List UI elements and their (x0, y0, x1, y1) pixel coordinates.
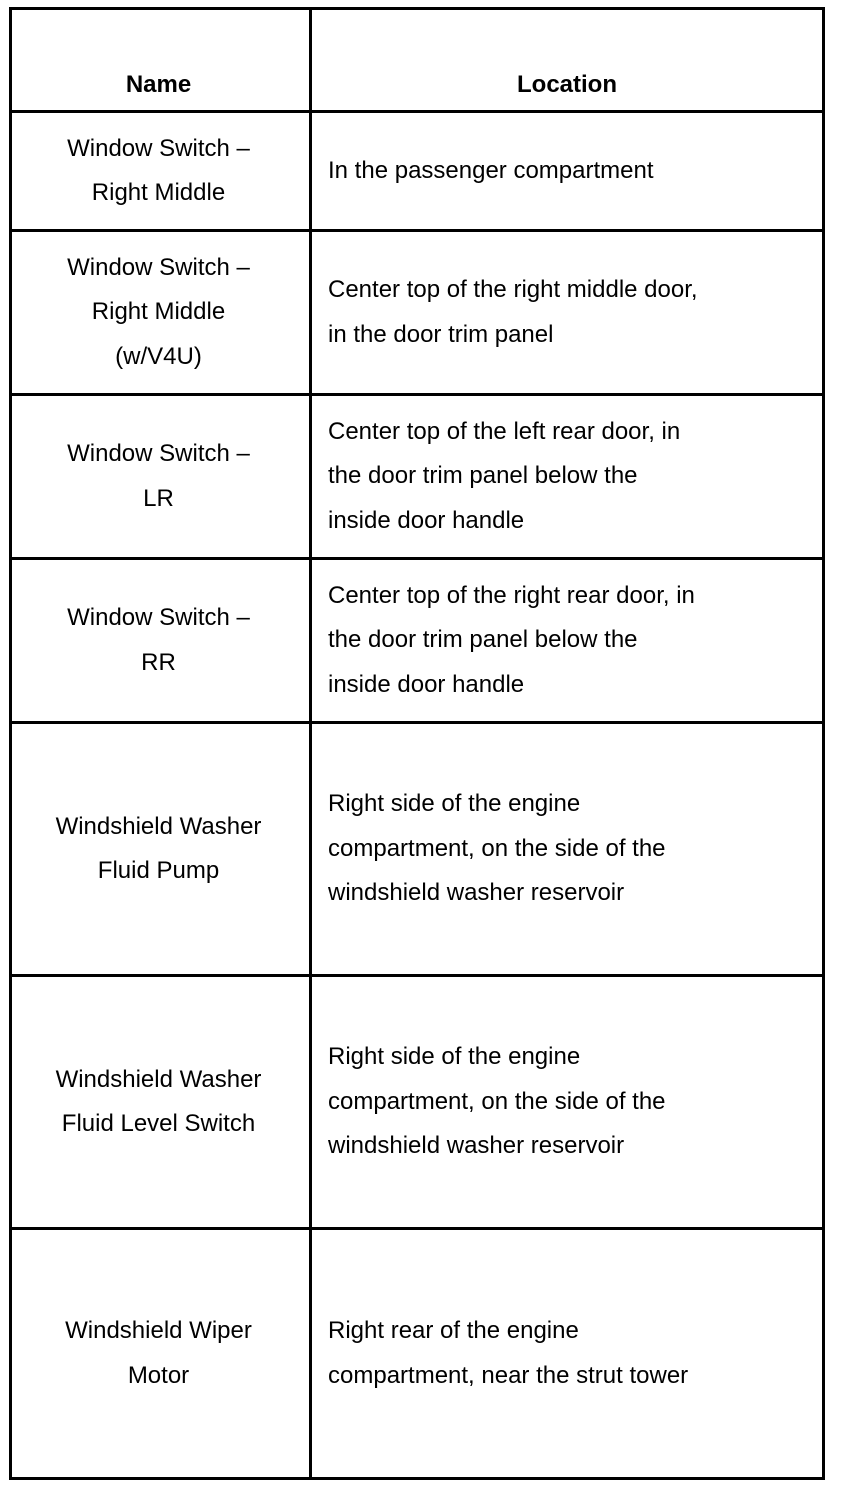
component-name: Window Switch – Right Middle (67, 134, 250, 206)
component-location: Right rear of the engine compartment, near the strut tower (328, 1317, 689, 1389)
table-row (12, 1230, 822, 1477)
name-cell (12, 560, 309, 721)
location-cell (312, 1230, 822, 1477)
header-name-label: Name (125, 71, 192, 98)
location-cell (312, 396, 822, 557)
name-cell (12, 724, 309, 974)
header-cell-location (312, 10, 822, 110)
table-row (12, 396, 822, 560)
component-location: Center top of the right rear door, in the door trim panel below the inside door handle (328, 581, 695, 698)
component-name: Windshield Wiper Motor (65, 1317, 252, 1389)
table-row (12, 232, 822, 396)
location-cell (312, 113, 822, 229)
name-cell (12, 232, 309, 393)
component-name: Window Switch – Right Middle (w/V4U) (67, 253, 250, 370)
name-cell (12, 113, 309, 229)
component-location: Right side of the engine compartment, on the side of the windshield washer reservoir (328, 790, 666, 907)
table-row (12, 113, 822, 232)
location-cell (312, 977, 822, 1227)
component-name: Windshield Washer Fluid Pump (55, 812, 262, 884)
location-cell (312, 560, 822, 721)
component-location: Center top of the right middle door, in the door trim panel (328, 276, 698, 348)
location-cell (312, 232, 822, 393)
location-cell (312, 724, 822, 974)
header-cell-name (12, 10, 309, 110)
component-name: Windshield Washer Fluid Level Switch (55, 1065, 262, 1137)
component-name: Window Switch – LR (67, 440, 250, 512)
table-header-row (12, 10, 822, 113)
name-cell (12, 396, 309, 557)
component-name: Window Switch – RR (67, 604, 250, 676)
component-location: Right side of the engine compartment, on the side of the windshield washer reservoir (328, 1043, 666, 1160)
table-row (12, 977, 822, 1230)
component-location: Center top of the left rear door, in the door trim panel below the inside door handle (328, 417, 681, 534)
header-location-label: Location (517, 71, 617, 98)
component-location: In the passenger compartment (328, 156, 654, 184)
component-location-table (9, 7, 825, 1480)
table-row (12, 560, 822, 724)
table-row (12, 724, 822, 977)
name-cell (12, 977, 309, 1227)
name-cell (12, 1230, 309, 1477)
